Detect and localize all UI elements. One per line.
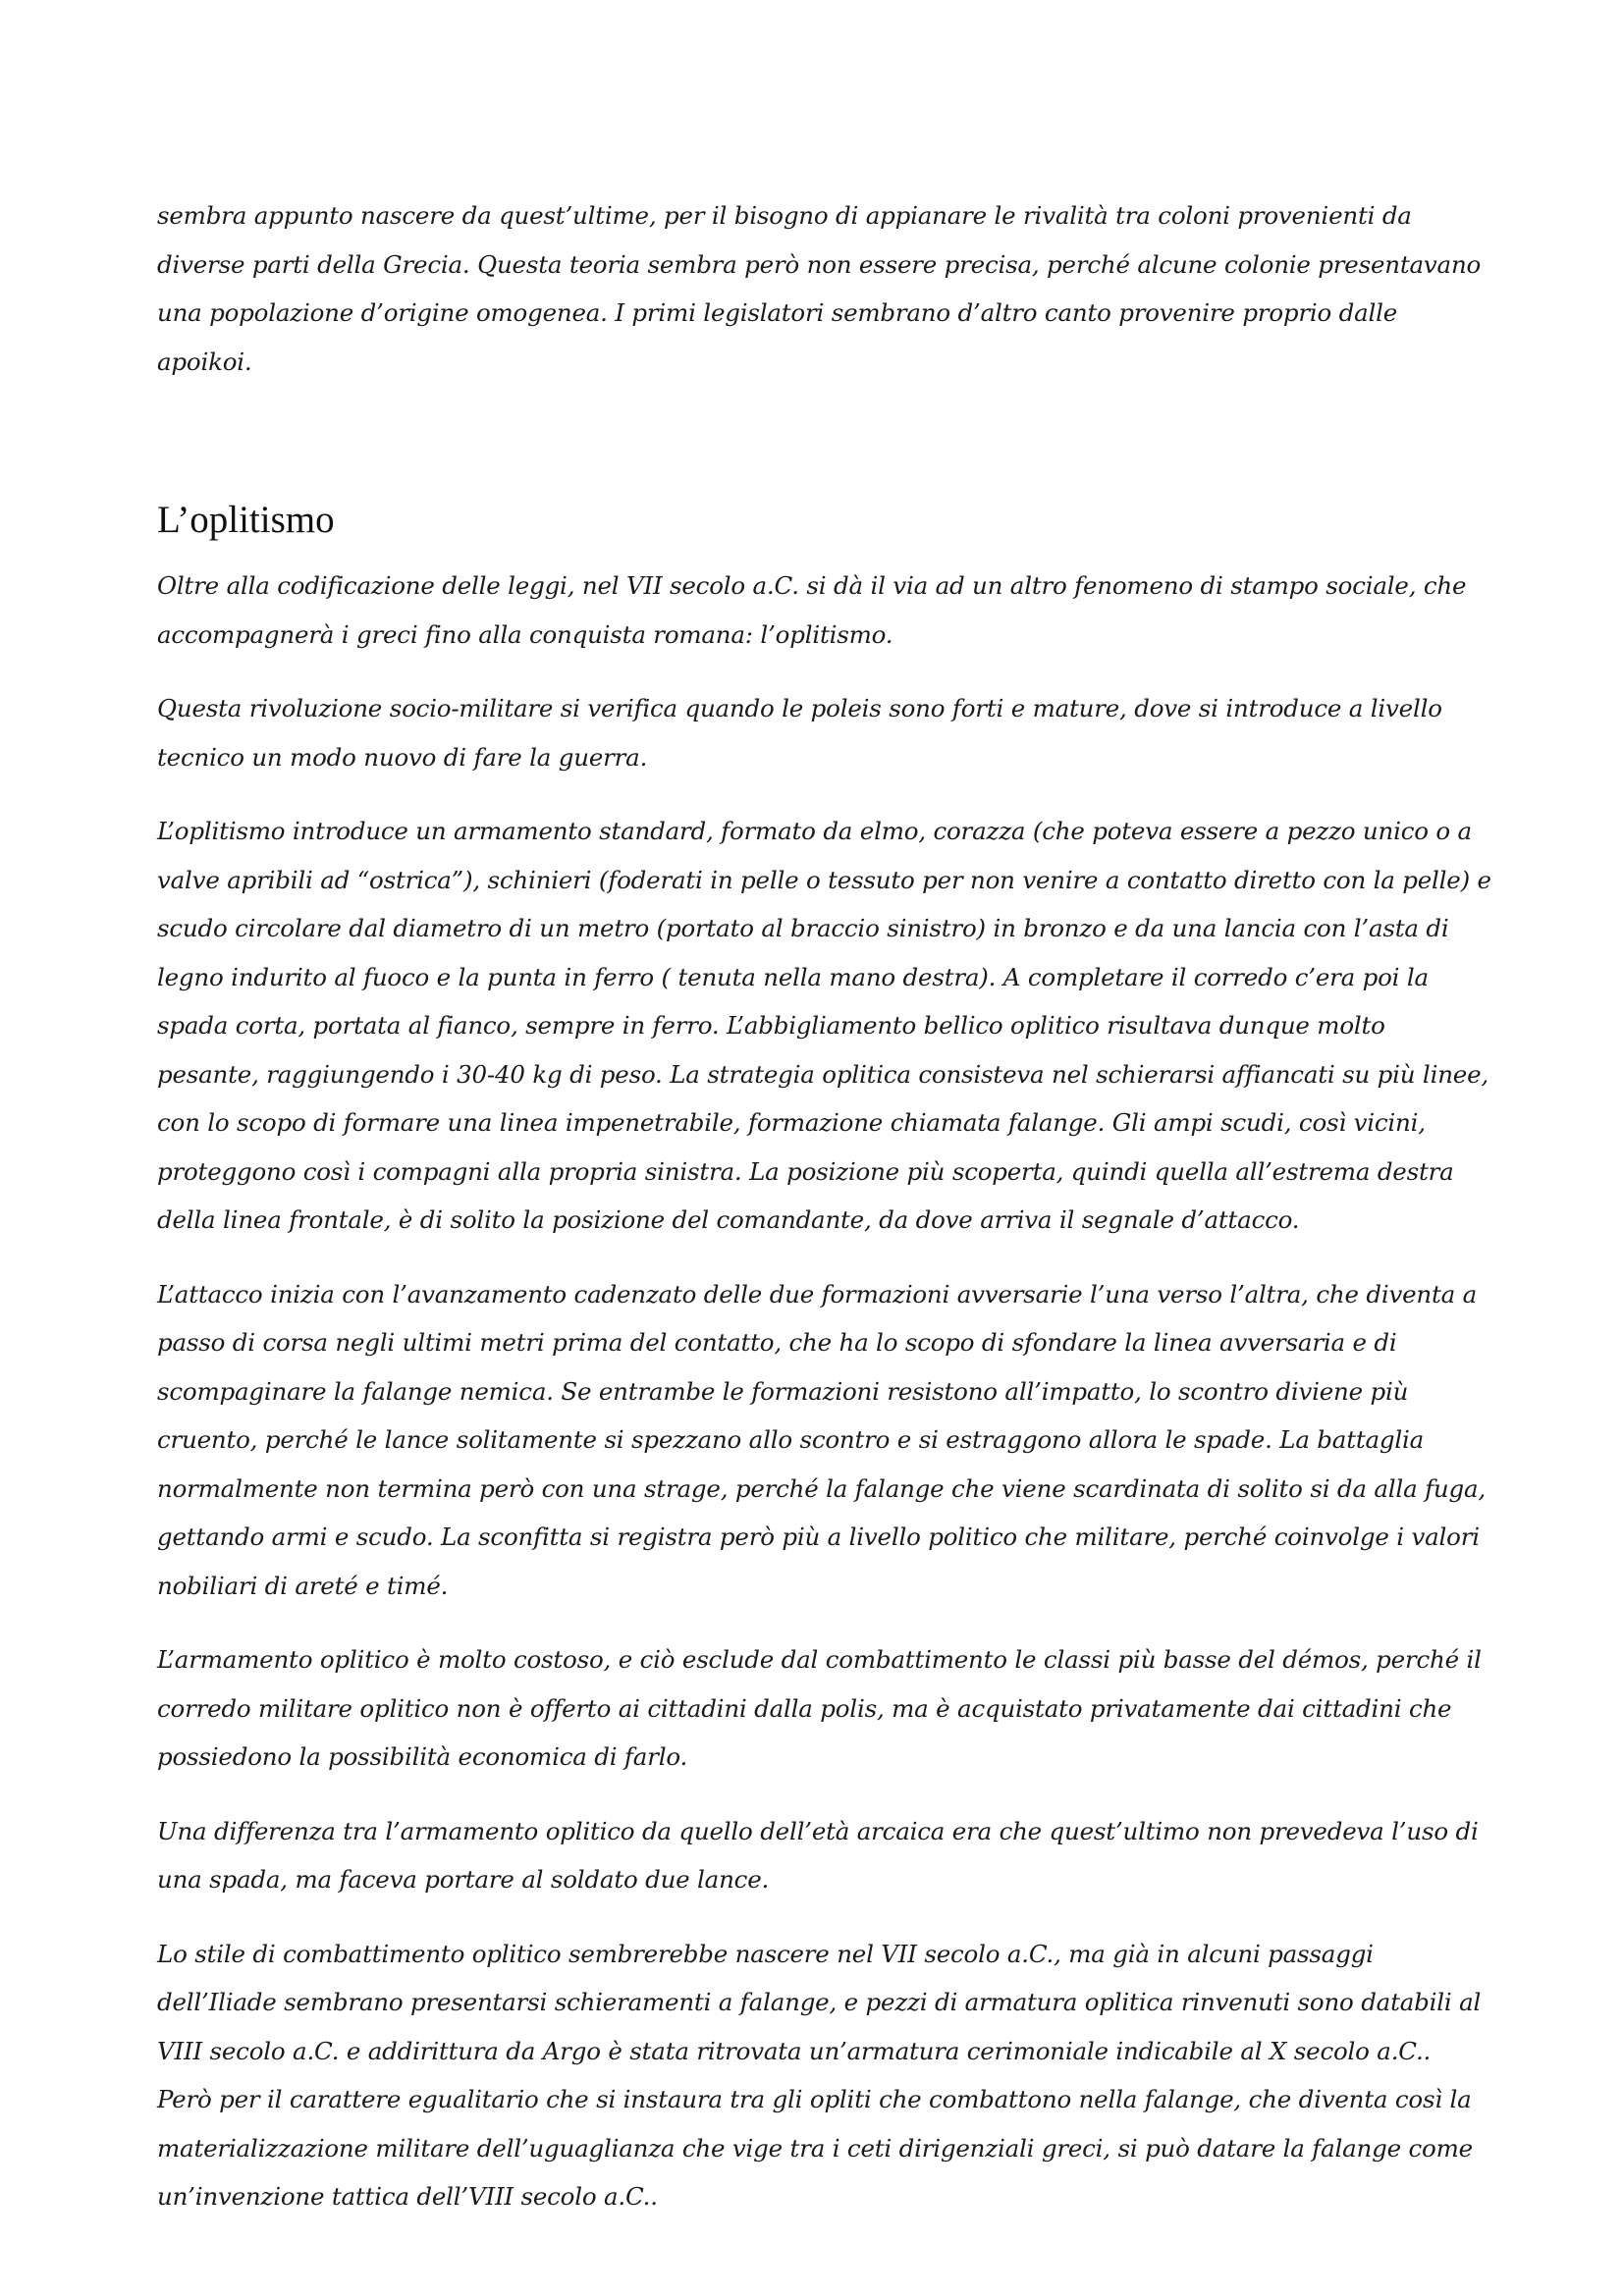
paragraph-4: L’attacco inizia con l’avanzamento cadenzato delle due formazioni avversarie l’una verso l’altra, che diventa a passo di corsa negli ultimi metri prima del contatto, che ha lo scopo di sfondare la linea avversaria e di scompaginare la falange nemica. Se entrambe le formazioni resistono all’impatto, lo scontro diviene più cruento, perché le lance solitamente si spezzano allo scontro e si estraggono allora le spade. La battaglia normalmente non termina però con una strage, perché la falange che viene scardinata di solito si da alla fuga, gettando armi e scudo. La sconfitta si registra però più a livello politico che militare, perché coinvolge i valori nobiliari di areté e timé. [157,1279,1486,1600]
paragraph-7: Lo stile di combattimento oplitico sembrerebbe nascere nel VII secolo a.C., ma già in alcuni passaggi dell’Iliade sembrano presentarsi schieramenti a falange, e pezzi di armatura oplitica rinvenuti sono databili al VIII secolo a.C. e addirittura da Argo è stata ritrovata un’armatura cerimoniale indicabile al X secolo a.C.. Però per il carattere egualitario che si instaura tra gli opliti che combattono nella falange, che diventa così la materializzazione militare dell’uguaglianza che vige tra i ceti dirigenziali greci, si può datare la falange come un’invenzione tattica dell’VIII secolo a.C.. [157,1939,1482,2211]
paragraph-2: Questa rivoluzione socio-militare si verifica quando le poleis sono forti e mature, dove si introduce a livello tecnico un modo nuovo di fare la guerra. [157,694,1442,772]
section-title: L’oplitismo [157,499,335,541]
intro-paragraph: sembra appunto nascere da quest’ultime, per il bisogno di appianare le rivalità tra coloni provenienti da diverse parti della Grecia. Questa teoria sembra però non essere precisa, perché alcune colonie presentavano una popolazione d’origine omogenea. I primi legislatori sembrano d’altro canto provenire proprio dalle apoikoi. [157,201,1482,376]
paragraph-1: Oltre alla codificazione delle leggi, nel VII secolo a.C. si dà il via ad un altro fenomeno di stampo sociale, che accompagnerà i greci fino alla conquista romana: l’oplitismo. [157,571,1467,649]
paragraph-3: L’oplitismo introduce un armamento standard, formato da elmo, corazza (che poteva essere a pezzo unico o a valve apribili ad “ostrica”), schinieri (foderati in pelle o tessuto per non venire a contatto diretto con la pelle) e scudo circolare dal diametro di un metro (portato al braccio sinistro) in bronzo e da una lancia con l’asta di legno indurito al fuoco e la punta in ferro ( tenuta nella mano destra). A completare il corredo c’era poi la spada corta, portata al fianco, sempre in ferro. L’abbigliamento bellico oplitico risultava dunque molto pesante, raggiungendo i 30-40 kg di peso. La strategia oplitica consisteva nel schierarsi affiancati su più linee, con lo scopo di formare una linea impenetrabile, formazione chiamata falange. Gli ampi scudi, così vicini, proteggono così i compagni alla propria sinistra. La posizione più scoperta, quindi quella all’estrema destra della linea frontale, è di solito la posizione del comandante, da dove arriva il segnale d’attacco. [157,817,1491,1234]
paragraph-5: L’armamento oplitico è molto costoso, e ciò esclude dal combattimento le classi più basse del démos, perché il corredo militare oplitico non è offerto ai cittadini dalla polis, ma è acquistato privatamente dai cittadini che possiedono la possibilità economica di farlo. [157,1645,1482,1771]
document-page [157,191,1492,2247]
paragraph-6: Una differenza tra l’armamento oplitico da quello dell’età arcaica era che quest’ultimo non prevedeva l’uso di una spada, ma faceva portare al soldato due lance. [157,1816,1479,1894]
